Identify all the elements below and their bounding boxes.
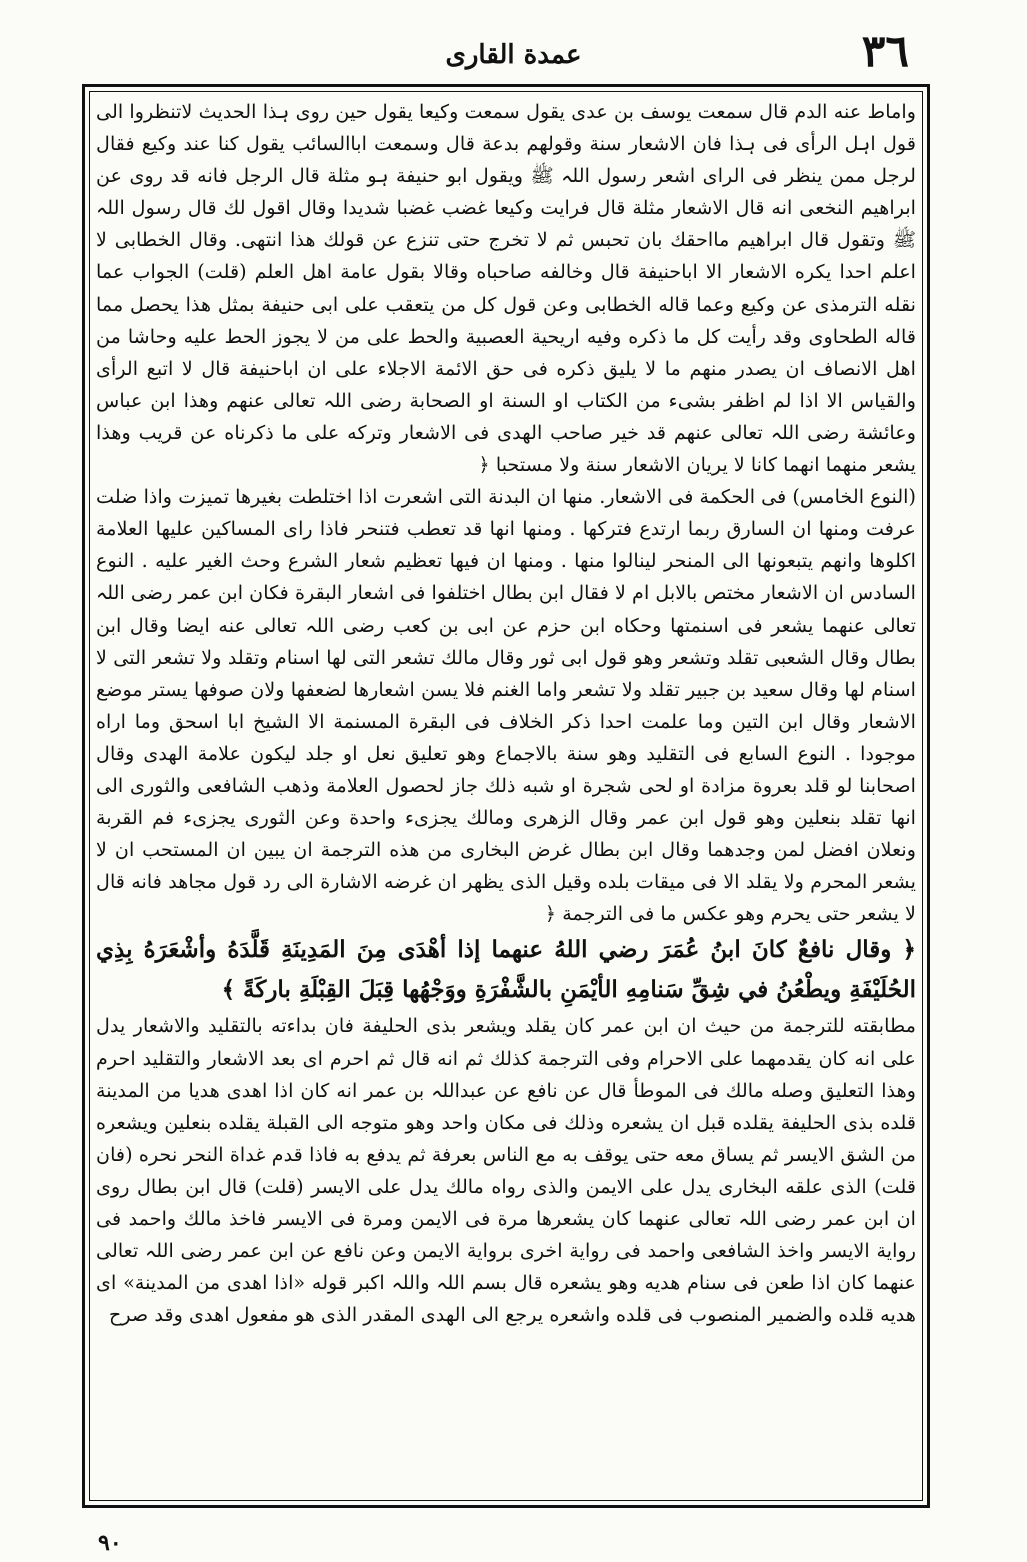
page-number: ٣٦ [861, 26, 909, 77]
running-title: عمدة القاری [445, 40, 582, 70]
paragraph-3: مطابقته للترجمة من حیث ان ابن عمر کان یقلد ویشعر بذی الحلیفة فان بداءته بالتقلید والاشعار یدل علی انه کان یقدمهما علی الاحرام وفی الترجمة کذلك ثم انه قال ثم احرم ای بعد الاشعار والتقلید احرم وهذا التعلیق وصله مالك فی الموطأ قال عن نافع عن عبداللہ بن عمر انه کان اذا اهدی هدیا من المدینة قلده بذی الحلیفة یقلده قبل ان یشعره وذلك فی مکان واحد وهو متوجه الی القبلة یقلده بنعلین ویشعره من الشق الایسر ثم یساق معه حتی یوقف به مع الناس بعرفة ثم یدفع به فاذا قدم غداة النحر نحره (فان قلت) الذی علقه البخاری یدل علی الایمن والذی رواه مالك یدل علی الایسر (قلت) قال ابن بطال روی ان ابن عمر رضی اللہ تعالی عنهما کان یشعرها مرة فی الایمن ومرة فی الایسر فاخذ مالك واحمد فی روایة الایسر واخذ الشافعی واحمد فی روایة اخری بروایة الایمن وعن نافع عن ابن عمر رضی اللہ تعالی عنهما کان اذا طعن فی سنام هدیه وهو یشعره قال بسم اللہ واللہ اکبر قوله «اذا اهدی من المدینة» ای هدیه قلده والضمیر المنصوب فی قلده واشعره یرجع الی الهدی المقدر الذی هو مفعول اهدی وقد صرح [96, 1014, 916, 1327]
page-body [96, 96, 916, 1496]
page-header [0, 0, 1027, 86]
signature-mark: ٩٠ [98, 1530, 122, 1556]
hadith-text: ﴿ وقال نافعٌ كانَ ابنُ عُمَرَ رضي اللهُ عنهما إذا أهْدَى مِنَ المَدِينَةِ قَلَّدَهُ وأشْعَرَهُ بِذِي الحُلَيْفَةِ ويطْعُنُ في شِقِّ سَنامِهِ الأيْمَنِ بالشَّفْرَةِ ووَجْهُها قِبَلَ القِبْلَةِ باركَةً ﴾ [96, 936, 916, 1004]
paragraph-1: واماط عنه الدم قال سمعت یوسف بن عدی یقول سمعت وکیعا یقول حین روی ہذا الحدیث لاتنظروا الی قول اہل الرأی فی ہذا فان الاشعار سنة وقولهم بدعة قال وسمعت اباالسائب یقول کنا عند وکیع فقال لرجل ممن ینظر فی الرای اشعر رسول اللہ ﷺ ویقول ابو حنیفة ہو مثلة قال الرجل فانه قد روی عن ابراهیم النخعی انه قال الاشعار مثلة قال فرایت وکیعا غضب غضبا شدیدا وقال اقول لك قال رسول اللہ ﷺ وتقول قال ابراهیم مااحقك بان تحبس ثم لا تخرج حتی تنزع عن قولك هذا انتهی. وقال الخطابی لا اعلم احدا یکره الاشعار الا اباحنیفة قال وخالفه صاحباه وقالا بقول عامة اهل العلم (قلت) الجواب عما نقله الترمذی عن وکیع وعما قاله الخطابی وعن قول کل من یتعقب علی ابی حنیفة بمثل هذا یحصل مما قاله الطحاوی وقد رأیت کل ما ذکره وفیه اریحیة العصبیة والحط علی من لا یجوز الحط علیه وحاشا من اهل الانصاف ان یصدر منهم ما لا یلیق ذکره فی حق الائمة الاجلاء علی ان اباحنیفة قال لا اتبع الرأی والقیاس الا اذا لم اظفر بشیء من الکتاب او السنة او الصحابة رضی اللہ تعالی عنهم وهذا ابن عباس وعائشة رضی اللہ تعالی عنهم قد خیر صاحب الهدی فی الاشعار وترکه علی ما ذکرناه عن قریب وهذا یشعر منهما انهما کانا لا یریان الاشعار سنة ولا مستحبا ﴿ [96, 100, 916, 477]
paragraph-2: (النوع الخامس) فی الحکمة فی الاشعار. منها ان البدنة التی اشعرت اذا اختلطت بغیرها تمیزت واذا ضلت عرفت ومنها ان السارق ربما ارتدع فترکها . ومنها انها قد تعطب فتنحر فاذا رای المساکین علیها العلامة اکلوها وانهم یتبعونها الی المنحر لینالوا منها . ومنها ان فیها تعظیم شعار الشرع وحث الغیر علیه . النوع السادس ان الاشعار مختص بالابل ام لا فقال ابن بطال اختلفوا فی اشعار البقرة فکان ابن عمر رضی اللہ تعالی عنهما یشعر فی اسنمتها وحکاه ابن حزم عن ابی بن کعب رضی اللہ تعالی عنه ایضا وقال ابن بطال وقال الشعبی تقلد وتشعر وهو قول ابی ثور وقال مالك تشعر التی لها اسنام وتقلد ولا تشعر التی لا اسنام لها وقال سعید بن جبیر تقلد ولا تشعر واما الغنم فلا یسن اشعارها لضعفها ولان صوفها یستر موضع الاشعار وقال ابن التین وما علمت احدا ذکر الخلاف فی البقرة المسنمة الا الشیخ ابا اسحق وما اراه موجودا . النوع السابع فی التقلید وهو سنة بالاجماع وهو تعلیق نعل او جلد لیکون علامة الهدی وقال اصحابنا لو قلد بعروة مزادة او لحی شجرة او شبه ذلك جاز لحصول العلامة وذهب الشافعی والثوری الی انها تقلد بنعلین وهو قول ابن عمر وقال الزهری ومالك یجزیء واحدة وعن الثوری یجزیء فم القربة ونعلان افضل لمن وجدهما وقال ابن بطال غرض البخاری من هذه الترجمة ان یبین ان المستحب ان لا یشعر المحرم ولا یقلد الا فی میقات بلده وقیل الذی یظهر ان غرضه الاشارة الی رد قول مجاهد فانه قال لا یشعر حتی یحرم وهو عکس ما فی الترجمة ﴿ [96, 485, 916, 926]
